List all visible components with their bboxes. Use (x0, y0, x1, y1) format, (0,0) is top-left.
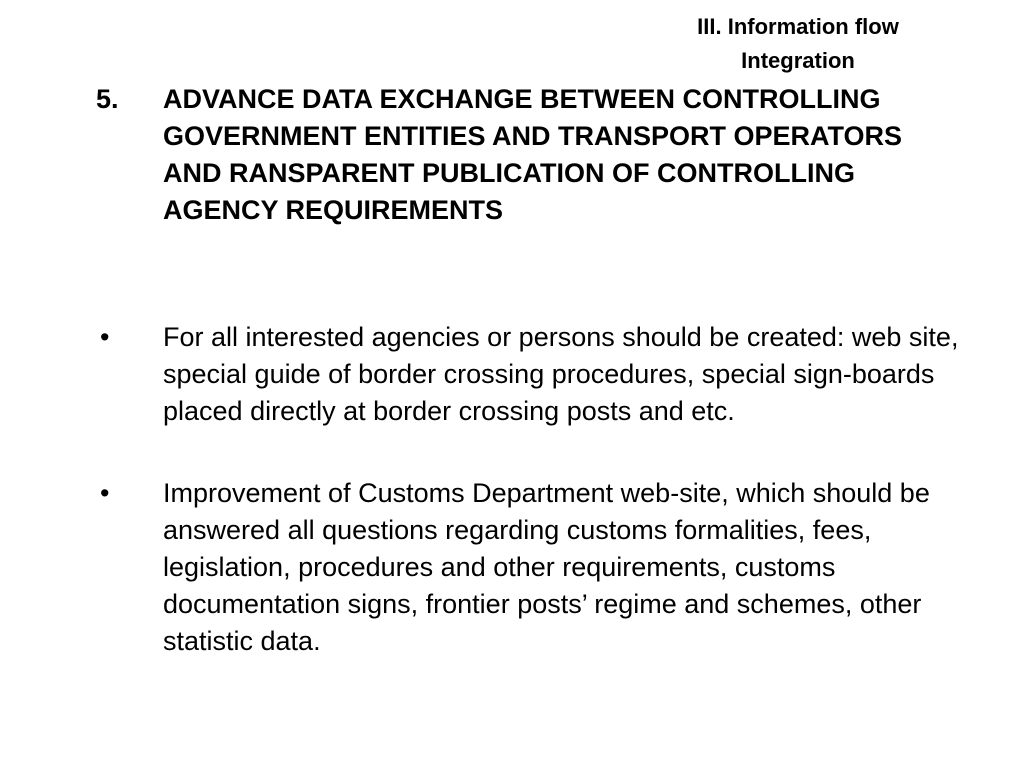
numbered-heading (96, 81, 976, 229)
bullet-text: For all interested agencies or persons should be created: web site, special guide of border crossing procedures, special sign-boards placed directly at border crossing posts and etc. (163, 322, 959, 426)
bullet-marker: • (100, 322, 110, 352)
section-title-line-1: III. Information flow (697, 14, 899, 39)
section-title (650, 10, 946, 78)
bullet-text: Improvement of Customs Department web-site, which should be answered all questions regarding customs formalities, fees, legislation, procedures and other requirements, customs documentation signs, frontier posts’ regime and schemes, other statistic data. (163, 478, 930, 656)
heading-number: 5. (96, 84, 119, 114)
bullet-marker: • (100, 478, 110, 508)
section-title-line-2: Integration (741, 48, 855, 73)
bullet-item (96, 319, 976, 430)
bullet-item (96, 475, 976, 660)
heading-text: ADVANCE DATA EXCHANGE BETWEEN CONTROLLING GOVERNMENT ENTITIES AND TRANSPORT OPERATORS AND RANSPARENT PUBLICATION OF CONTROLLING AGENCY REQUIREMENTS (163, 84, 903, 225)
